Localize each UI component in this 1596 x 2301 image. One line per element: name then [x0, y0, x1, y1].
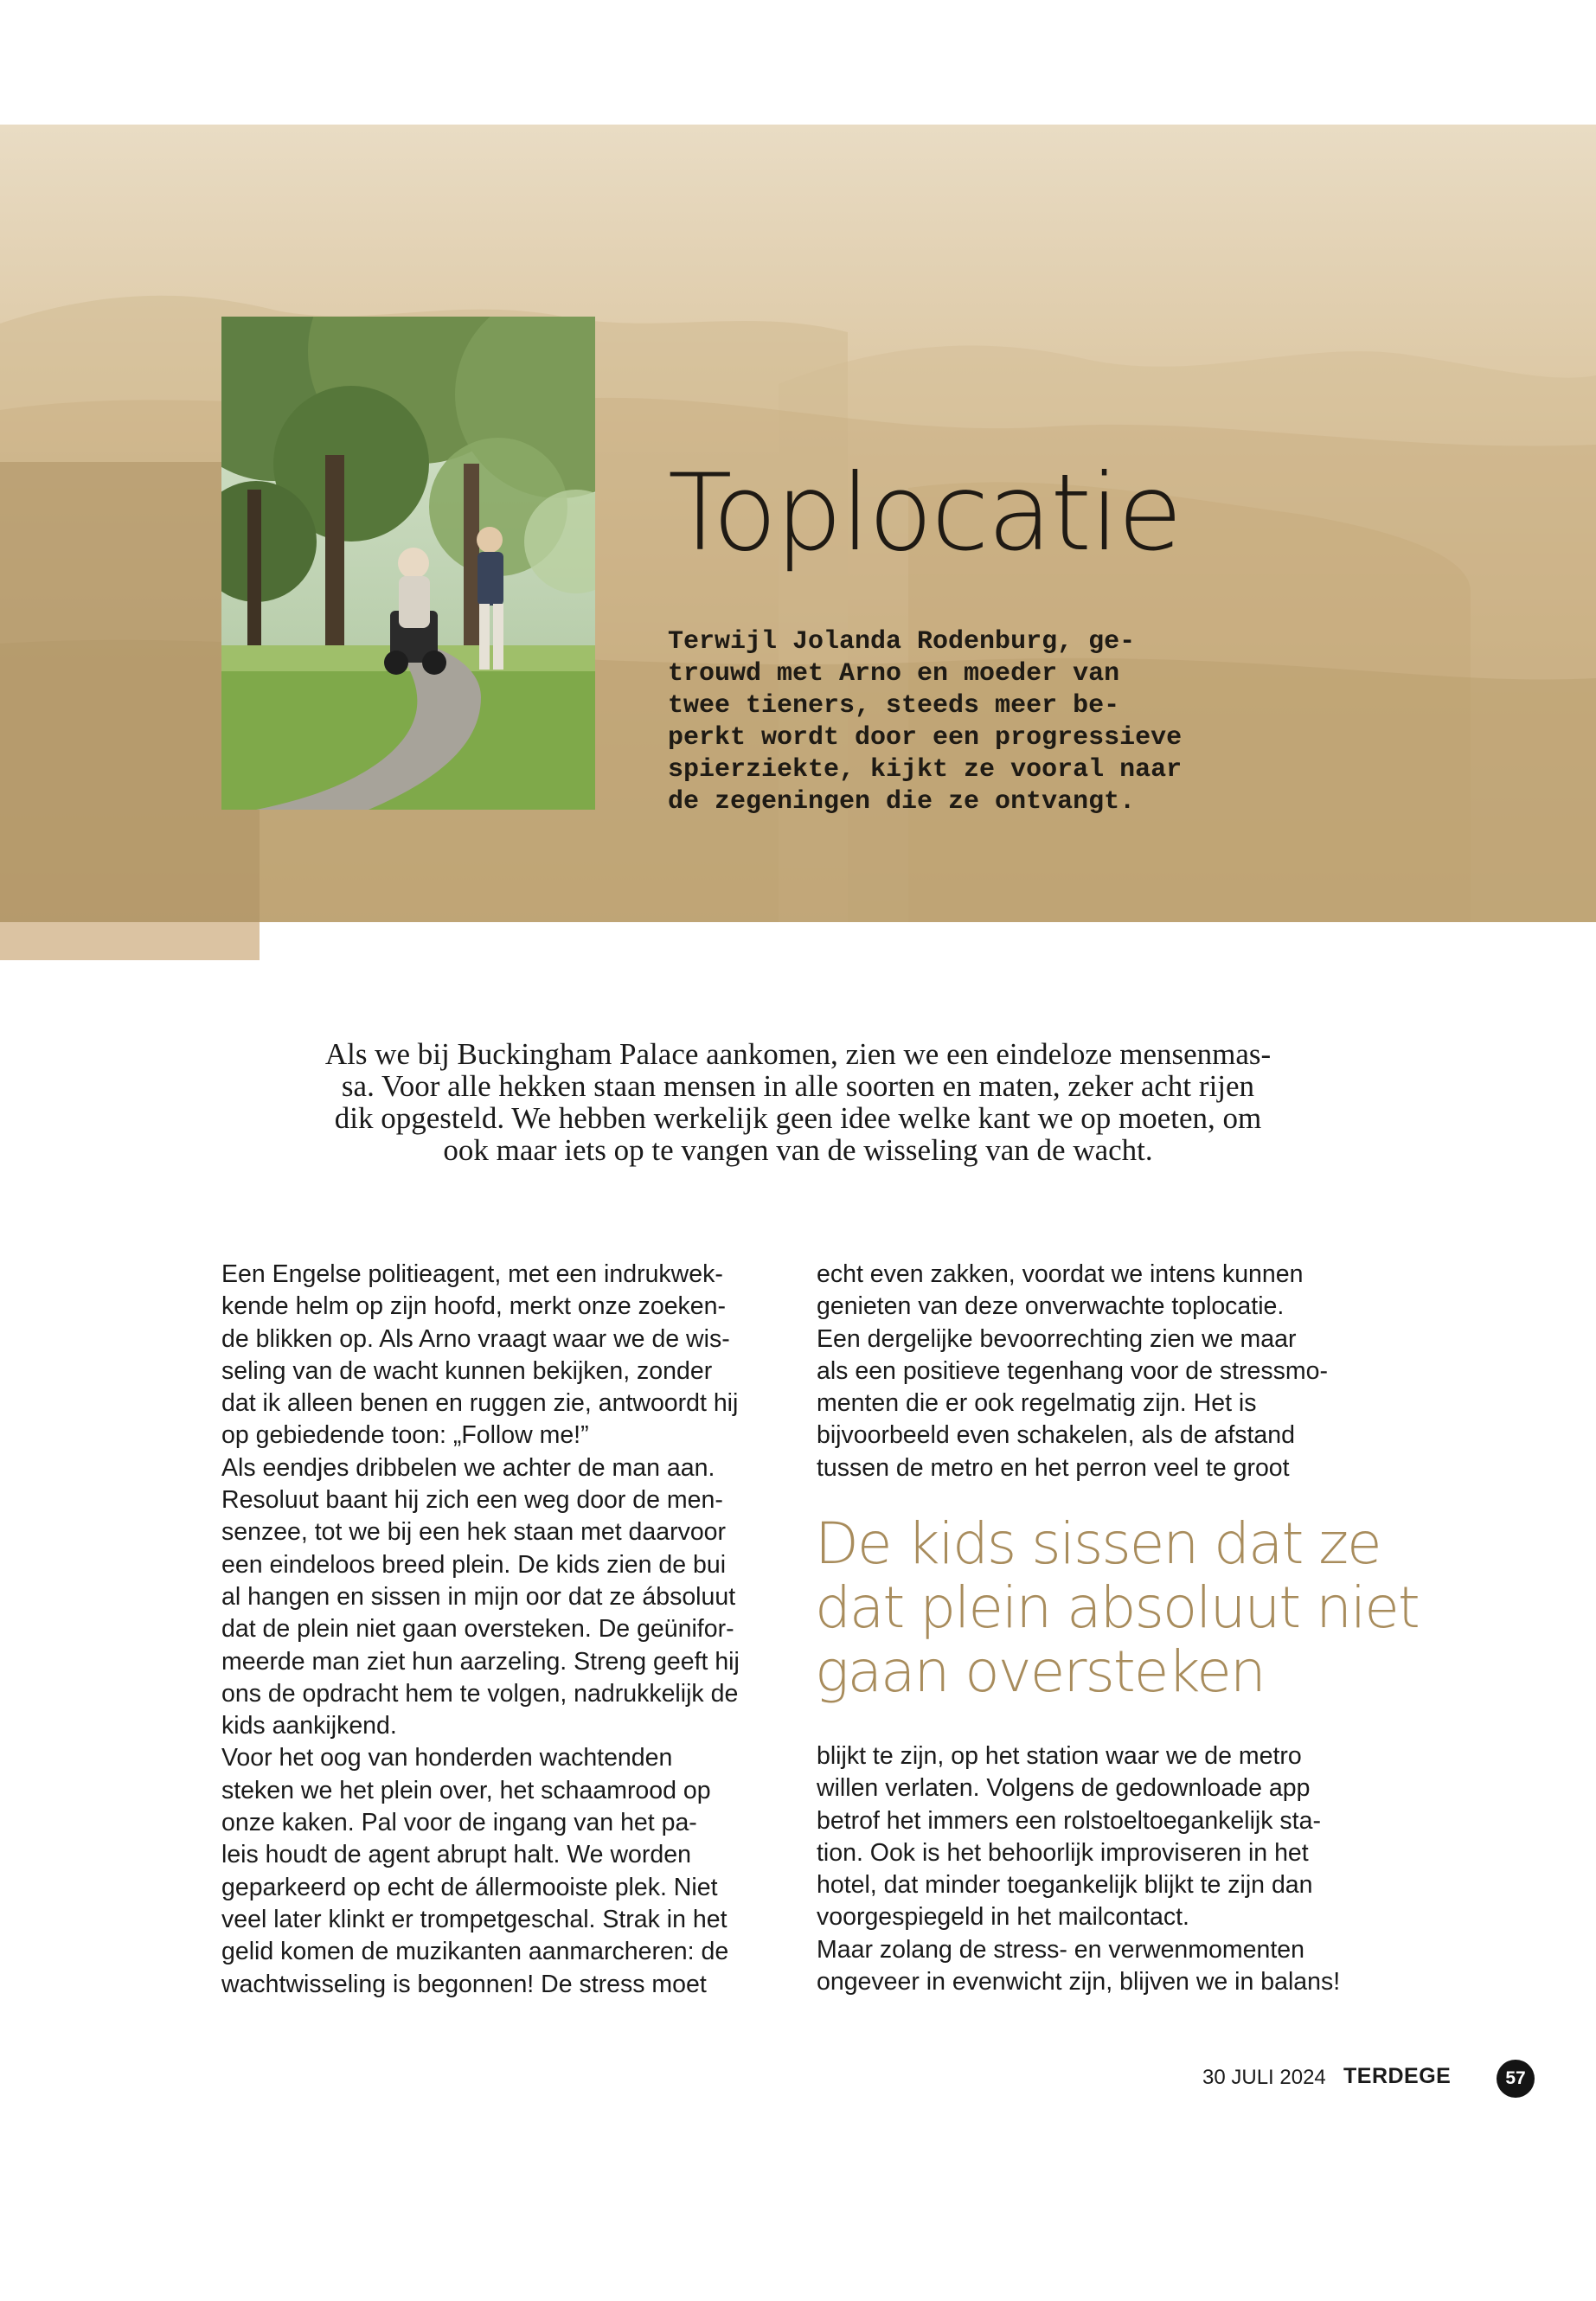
page-number-badge: 57	[1497, 2060, 1535, 2098]
article-intro: Terwijl Jolanda Rodenburg, ge- trouwd met Arno en moeder van twee tieners, steeds meer be- perkt wordt door een progressieve spierziekte, kijkt ze vooral naar de zegeningen die ze ontvangt.	[668, 627, 1183, 817]
pull-quote: De kids sissen dat ze dat plein absoluut niet gaan oversteken	[815, 1510, 1419, 1705]
tan-accent-strip	[0, 922, 260, 960]
body-column-right-bottom: blijkt te zijn, op het station waar we de metro willen verlaten. Volgens de gedownloade app betrof het immers een rolstoeltoegankelijk sta- tion. Ook is het behoorlijk improviseren in het hotel, dat minder toegankelijk blijkt te zijn dan voorgespiegeld in het mailcontact. Maar zolang de stress- en verwenmomenten ongeveer in evenwicht zijn, blijven we in balans!	[817, 1742, 1341, 1997]
tan-accent-block	[0, 462, 260, 960]
article-lead: Als we bij Buckingham Palace aankomen, zien we een eindeloze mensenmas- sa. Voor alle hekken staan mensen in alle soorten en maten, zeker acht rijen dik opgesteld. We hebben werkelijk geen idee welke kant we op moeten, om ook maar iets op te vangen van de wisseling van de wacht.	[324, 1037, 1272, 1167]
article-title: Toplocatie	[668, 452, 1182, 574]
couple-in-park-photo	[221, 317, 595, 810]
body-column-left: Een Engelse politieagent, met een indrukwek- kende helm op zijn hoofd, merkt onze zoeken- de blikken op. Als Arno vraagt waar we de wis- seling van de wacht kunnen bekijken, zonder dat ik alleen benen en ruggen zie, antwoordt hij op gebiedende toon: „Follow me!” Als eendjes dribbelen we achter de man aan. Resoluut baant hij zich een weg door de men- senzee, tot we bij een hek staan met daarvoor een eindeloos breed plein. De kids zien de bui al hangen en sissen in mijn oor dat ze ábsoluut dat de plein niet gaan oversteken. De geünifor- meerde man ziet hun aarzeling. Streng geeft hij ons de opdracht hem te volgen, nadrukkelijk de kids aankijkend. Voor het oog van honderden wachtenden steken we het plein over, het schaamrood op onze kaken. Pal voor de ingang van het pa- leis houdt de agent abrupt halt. We worden geparkeerd op echt de állermooiste plek. Niet veel later klinkt er trompetgeschal. Strak in het gelid komen de muzikanten aanmarcheren: de wachtwisseling is begonnen! De stress moet	[221, 1260, 740, 1998]
footer-brand: TERDEGE	[1343, 2064, 1452, 2088]
body-column-right-top: echt even zakken, voordat we intens kunnen genieten van deze onverwachte toplocatie. Een dergelijke bevoorrechting zien we maar als een positieve tegenhang voor de stressmo- menten die er ook regelmatig zijn. Het is bijvoorbeeld even schakelen, als de afstand tussen de metro en het perron veel te groot	[817, 1260, 1328, 1482]
footer-date: 30 JULI 2024	[1202, 2066, 1326, 2089]
